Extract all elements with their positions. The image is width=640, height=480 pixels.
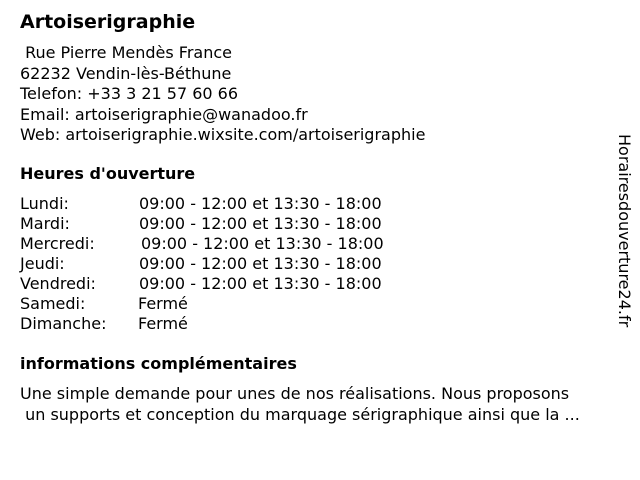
- phone-line: Telefon: +33 3 21 57 60 66: [20, 84, 239, 103]
- watermark-text: Horairesdouverture24.fr: [615, 134, 634, 328]
- info-description: [20, 384, 580, 425]
- day-label: Mercredi:: [20, 234, 95, 253]
- info-line: un supports et conception du marquage sérigraphique ainsi que la ...: [20, 404, 580, 424]
- email-line: Email: artoiserigraphie@wanadoo.fr: [20, 104, 308, 124]
- hours-heading: Heures d'ouverture: [20, 164, 196, 183]
- day-hours: 09:00 - 12:00 et 13:30 - 18:00: [139, 194, 382, 213]
- info-heading: informations complémentaires: [20, 354, 297, 373]
- contact-block: [20, 43, 425, 146]
- day-hours: Fermé: [138, 294, 188, 313]
- day-label: Dimanche:: [20, 314, 107, 333]
- business-name: Artoiserigraphie: [20, 11, 196, 33]
- day-label: Vendredi:: [20, 274, 96, 293]
- day-label: Lundi:: [20, 194, 69, 213]
- day-hours: 09:00 - 12:00 et 13:30 - 18:00: [139, 254, 382, 273]
- day-hours: 09:00 - 12:00 et 13:30 - 18:00: [141, 234, 384, 253]
- day-hours: Fermé: [138, 314, 188, 333]
- address-street: Rue Pierre Mendès France: [20, 43, 233, 62]
- day-hours: 09:00 - 12:00 et 13:30 - 18:00: [139, 214, 382, 233]
- info-line: Une simple demande pour unes de nos réalisations. Nous proposons: [20, 384, 570, 403]
- day-hours: 09:00 - 12:00 et 13:30 - 18:00: [139, 274, 382, 293]
- address-city: 62232 Vendin-lès-Béthune: [20, 63, 232, 83]
- day-label: Jeudi:: [20, 254, 65, 273]
- day-label: Mardi:: [20, 214, 70, 233]
- web-line: Web: artoiserigraphie.wixsite.com/artoiserigraphie: [20, 125, 426, 144]
- day-label: Samedi:: [20, 294, 86, 313]
